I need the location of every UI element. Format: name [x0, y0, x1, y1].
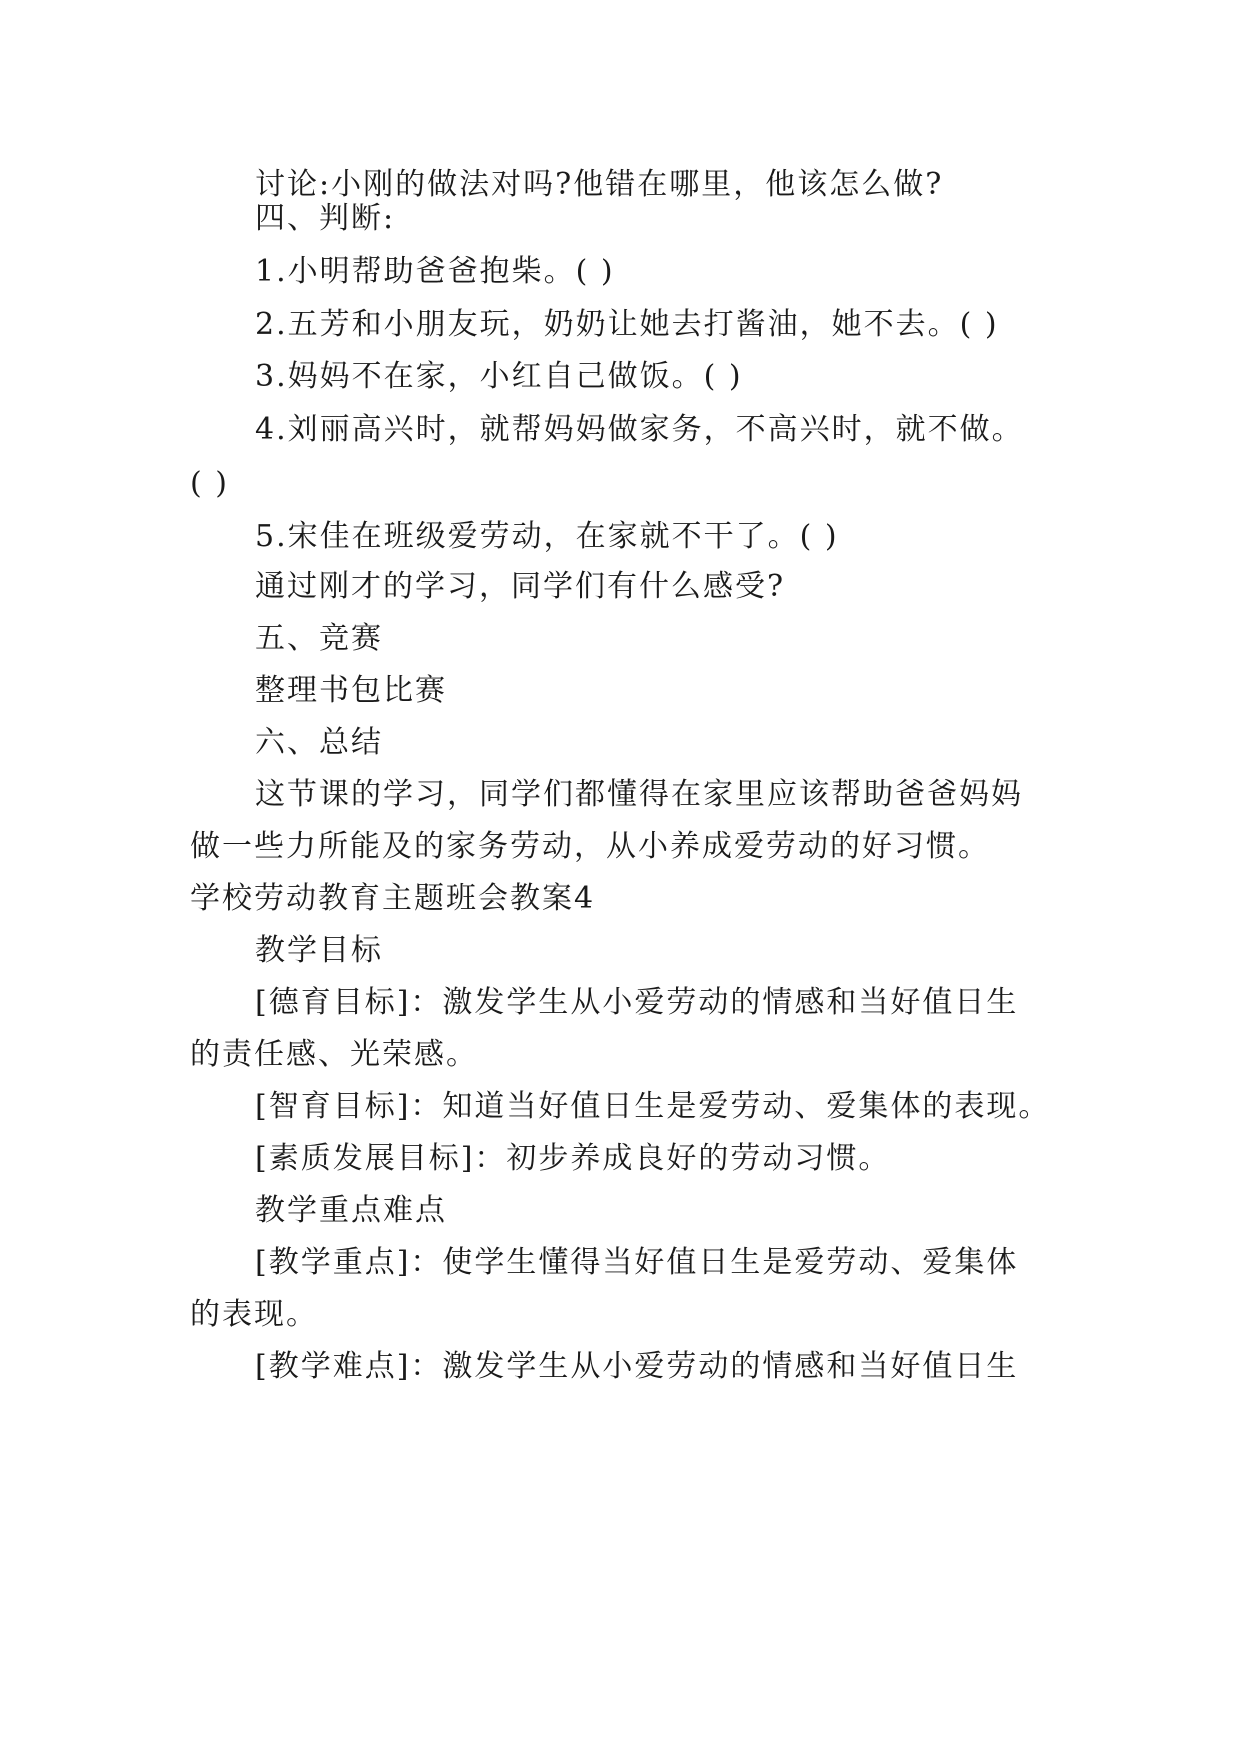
section-heading: 五、竞赛: [255, 621, 383, 656]
text-line: 这节课的学习，同学们都懂得在家里应该帮助爸爸妈妈: [255, 777, 1023, 812]
list-item: 1.小明帮助爸爸抱柴。( ): [255, 254, 615, 289]
list-item: 3.妈妈不在家，小红自己做饭。( ): [255, 359, 743, 394]
text-line: 整理书包比赛: [255, 673, 447, 708]
document-title: 学校劳动教育主题班会教案4: [190, 881, 596, 916]
text-line: [德育目标]：激发学生从小爱劳动的情感和当好值日生: [255, 985, 1019, 1020]
text-line: 通过刚才的学习，同学们有什么感受?: [255, 569, 786, 604]
list-item: 5.宋佳在班级爱劳动，在家就不干了。( ): [255, 519, 839, 554]
text-line: [教学难点]：激发学生从小爱劳动的情感和当好值日生: [255, 1349, 1019, 1384]
section-heading: 六、总结: [255, 725, 383, 760]
text-line: 讨论:小刚的做法对吗?他错在哪里，他该怎么做?: [255, 167, 944, 202]
section-heading: 教学目标: [255, 933, 383, 968]
text-line: 的表现。: [190, 1297, 318, 1332]
text-line: [素质发展目标]：初步养成良好的劳动习惯。: [255, 1141, 891, 1176]
text-line: 做一些力所能及的家务劳动，从小养成爱劳动的好习惯。: [190, 829, 990, 864]
text-line: [智育目标]：知道当好值日生是爱劳动、爱集体的表现。: [255, 1089, 1051, 1124]
list-item: 2.五芳和小朋友玩，奶奶让她去打酱油，她不去。( ): [255, 307, 999, 342]
list-item-continuation: ( ): [190, 466, 229, 501]
text-line: [教学重点]：使学生懂得当好值日生是爱劳动、爱集体: [255, 1245, 1019, 1280]
section-heading: 教学重点难点: [255, 1193, 447, 1228]
text-line: 的责任感、光荣感。: [190, 1037, 478, 1072]
section-heading: 四、判断:: [255, 201, 396, 236]
list-item: 4.刘丽高兴时，就帮妈妈做家务，不高兴时，就不做。: [255, 412, 1024, 447]
